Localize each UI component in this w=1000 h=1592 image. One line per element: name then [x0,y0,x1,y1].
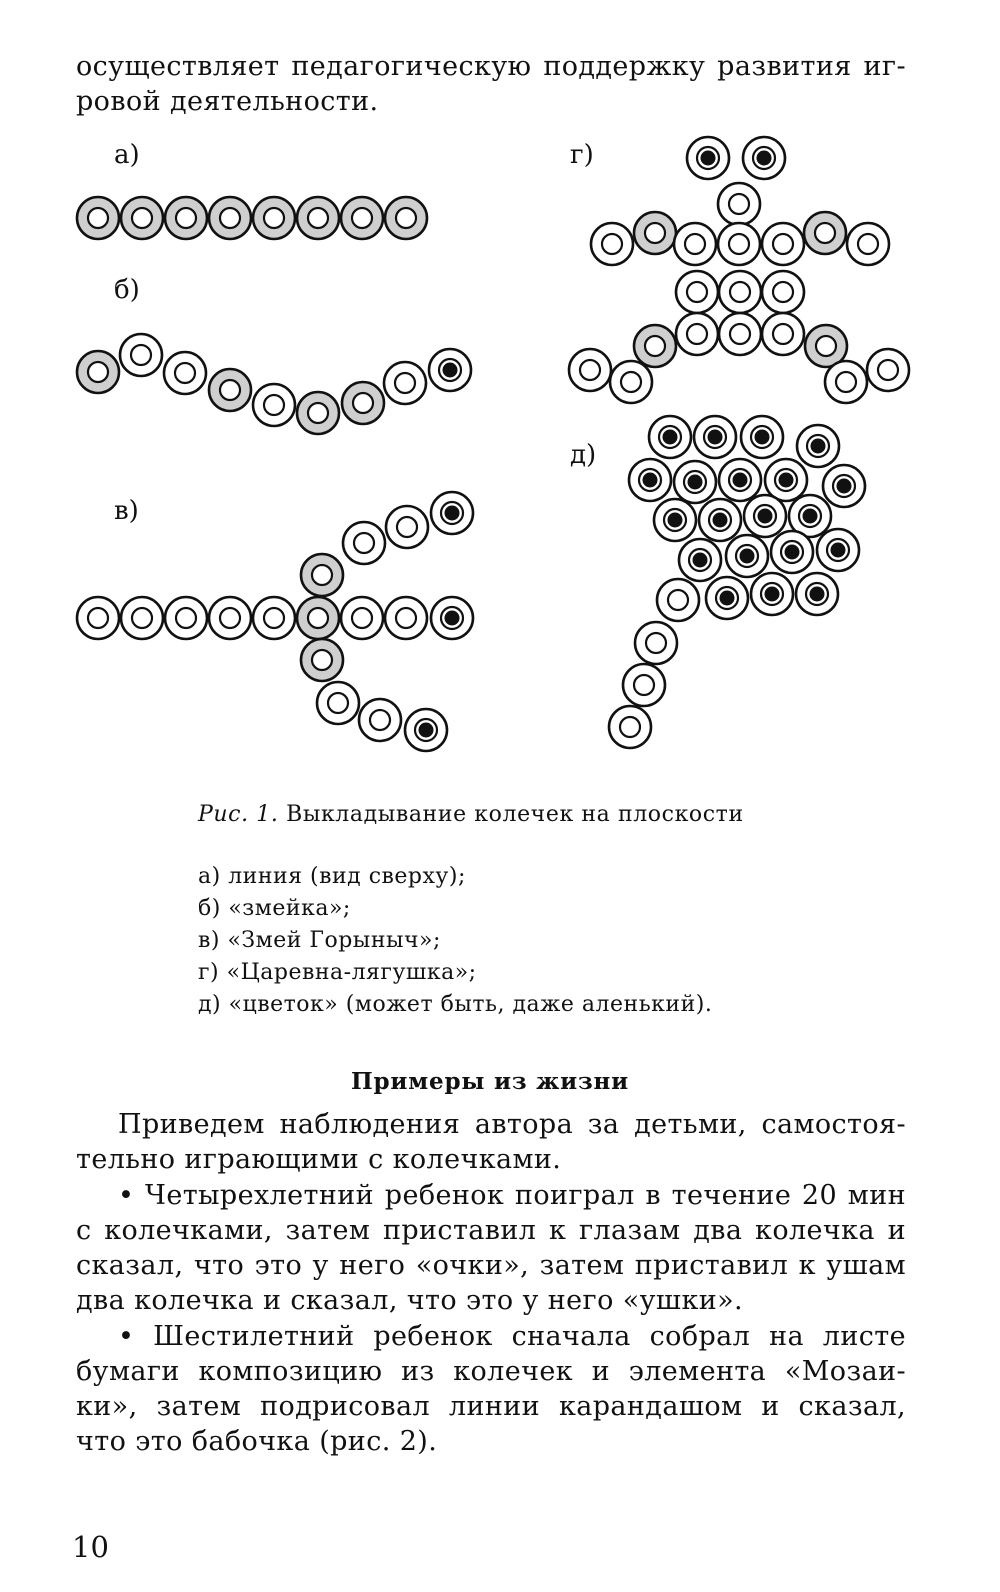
ring-dot [708,430,723,445]
ring-dot [831,543,846,558]
legend-item: г) «Царевна-лягушка»; [198,960,477,985]
ring-hole [220,380,240,400]
ring-hole [646,633,666,653]
ring-hole [685,234,705,254]
ring-hole [264,395,284,415]
ring-dot [688,475,703,490]
ring-dot [663,430,678,445]
ring-dot [837,479,852,494]
ring-hole [620,717,640,737]
ring-hole [773,282,793,302]
figure-label-d: д) [570,440,597,470]
ring-hole [328,693,348,713]
ring-hole [312,650,332,670]
caption-text: Выкладывание колечек на плоскости [278,802,744,827]
ring-hole [176,608,196,628]
ring-dot [779,473,794,488]
legend-item: в) «Змей Горыныч»; [198,928,441,953]
body-line: • Четырехлетний ребенок поиграл в течение 20 мин [118,1180,906,1211]
ring-dot [445,611,460,626]
ring-dot [733,473,748,488]
ring-hole [264,608,284,628]
figure-label-g: г) [570,140,594,170]
ring-hole [773,324,793,344]
figure-label-v: в) [114,496,139,526]
page-number: 10 [72,1530,109,1564]
ring-hole [858,234,878,254]
ring-dot [803,509,818,524]
ring-hole [634,675,654,695]
body-line: с колечками, затем приставил к глазам два колечка и [76,1215,906,1246]
body-line: что это бабочка (рис. 2). [76,1426,438,1457]
ring-dot [445,506,460,521]
ring-hole [730,324,750,344]
ring-dot [713,513,728,528]
ring-hole [621,372,641,392]
figure-label-a: а) [114,140,140,170]
figure-caption [198,800,744,830]
figure-label-b: б) [114,275,140,305]
ring-hole [353,393,373,413]
ring-hole [176,208,196,228]
ring-hole [395,373,415,393]
ring-dot [758,509,773,524]
ring-hole [308,403,328,423]
caption-prefix: Рис. 1. [198,802,279,827]
ring-dot [643,473,658,488]
intro-line-2: ровой деятельности. [76,86,379,117]
ring-dot [701,151,716,166]
ring-hole [645,223,665,243]
ring-hole [816,336,836,356]
ring-hole [729,194,749,214]
ring-hole [396,208,416,228]
ring-dot [443,363,458,378]
ring-hole [312,565,332,585]
section-heading: Примеры из жизни [350,1068,630,1095]
ring-hole [370,710,390,730]
ring-hole [132,608,152,628]
ring-hole [687,282,707,302]
ring-dot [765,587,780,602]
intro-line-1: осуществляет педагогическую поддержку развития иг- [76,51,906,82]
ring-dot [720,591,735,606]
ring-dot [757,151,772,166]
body-line: тельно играющими с колечками. [76,1144,562,1175]
ring-dot [740,549,755,564]
ring-dot [810,587,825,602]
ring-dot [811,439,826,454]
ring-hole [396,608,416,628]
ring-hole [687,324,707,344]
ring-dot [668,513,683,528]
body-line: ки», затем подрисовал линии карандашом и сказал, [76,1391,906,1422]
body-line: • Шестилетний ребенок сначала собрал на листе [118,1321,906,1352]
legend-item: б) «змейка»; [198,896,351,921]
ring-hole [220,608,240,628]
body-line: бумаги композицию из колечек и элемента «Мозаи- [76,1356,906,1387]
ring-hole [668,590,688,610]
body-line: Приведем наблюдения автора за детьми, самостоя- [118,1109,906,1140]
legend-item: а) линия (вид сверху); [198,864,466,889]
ring-hole [602,234,622,254]
ring-hole [645,336,665,356]
ring-hole [220,208,240,228]
ring-figure [0,0,1000,790]
ring-hole [352,208,372,228]
ring-hole [729,234,749,254]
ring-dot [755,430,770,445]
ring-hole [397,517,417,537]
ring-hole [88,208,108,228]
ring-hole [580,360,600,380]
ring-hole [836,372,856,392]
ring-hole [354,533,374,553]
ring-hole [308,608,328,628]
ring-hole [730,282,750,302]
ring-hole [264,208,284,228]
ring-dot [419,723,434,738]
ring-dot [693,553,708,568]
ring-hole [773,234,793,254]
ring-hole [308,208,328,228]
ring-hole [132,208,152,228]
ring-hole [352,608,372,628]
body-line: два колечка и сказал, что это у него «ушки». [76,1285,744,1316]
ring-hole [131,345,151,365]
body-line: сказал, что это у него «очки», затем приставил к ушам [76,1250,906,1281]
ring-hole [815,223,835,243]
ring-hole [175,363,195,383]
ring-dot [785,545,800,560]
legend-item: д) «цветок» (может быть, даже аленький). [198,992,713,1017]
ring-hole [878,360,898,380]
ring-hole [88,362,108,382]
ring-hole [88,608,108,628]
